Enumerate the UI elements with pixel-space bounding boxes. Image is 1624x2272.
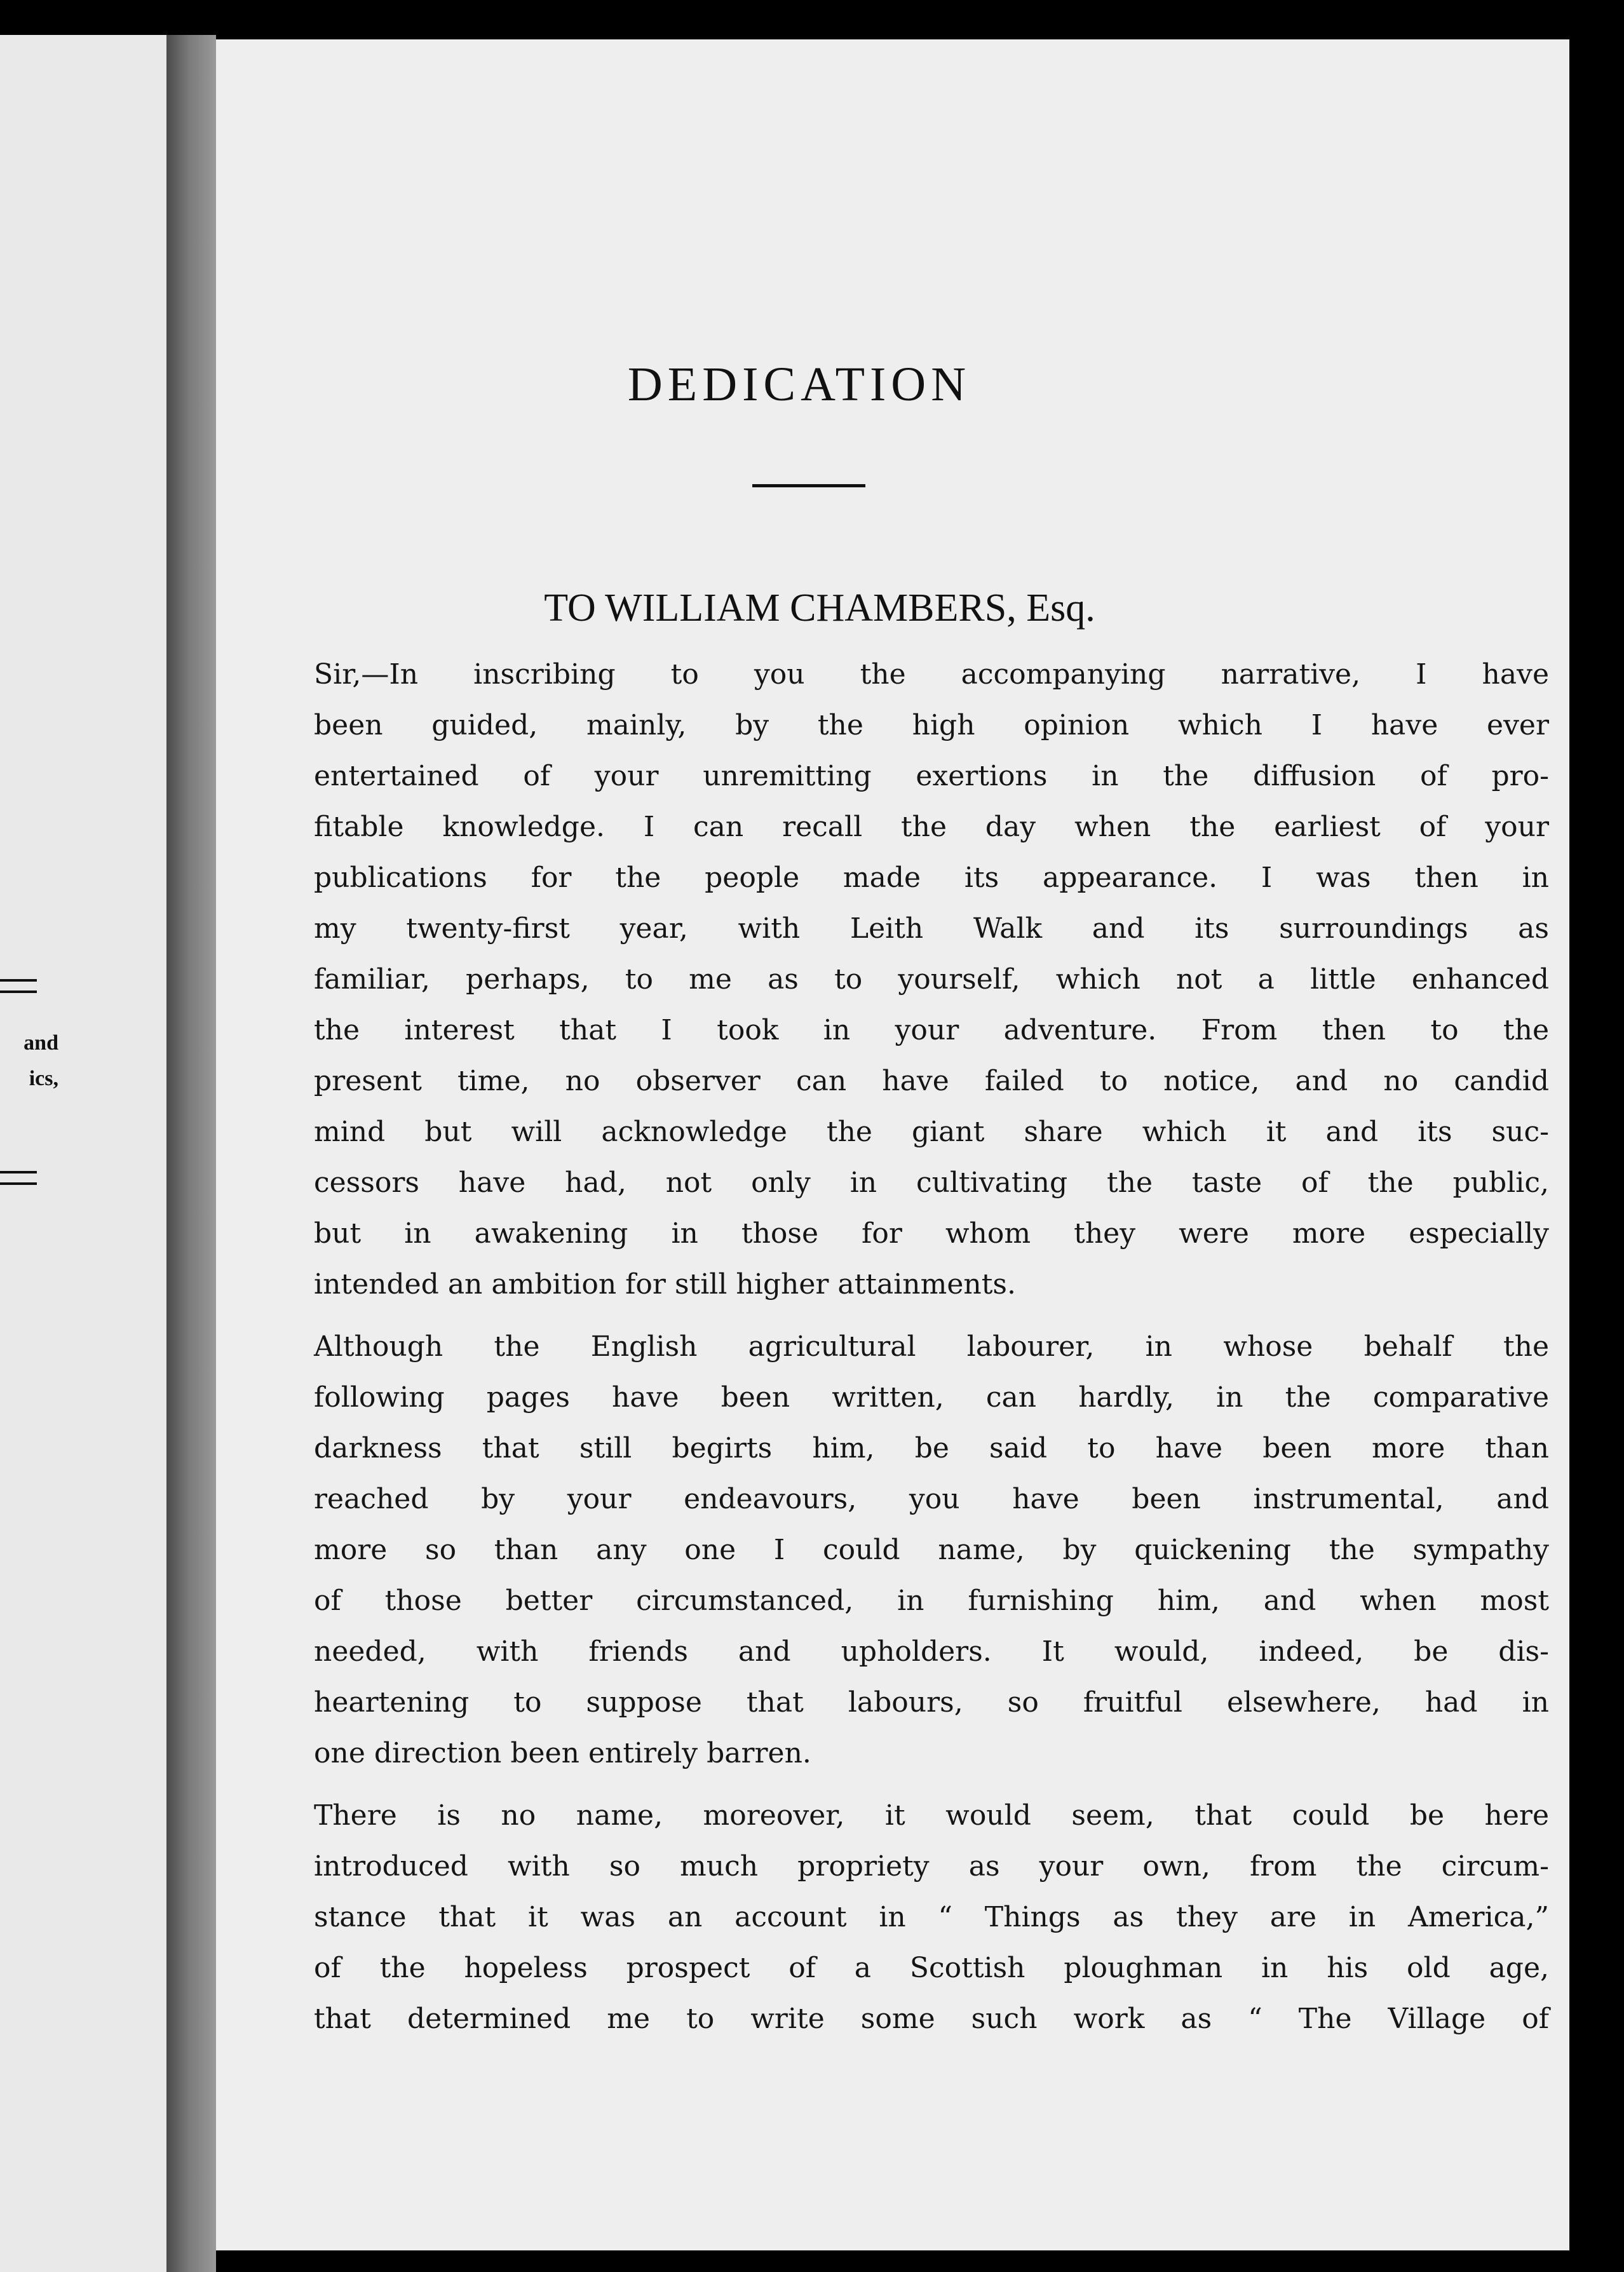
text-line: one direction been entirely barren. [314, 1737, 811, 1769]
book-gutter [166, 35, 216, 2272]
text-line: familiar, perhaps, to me as to yourself, which not a little enhanced [314, 963, 1549, 996]
text-line: been guided, mainly, by the high opinion which I have ever [314, 709, 1549, 741]
left-facing-page [0, 35, 166, 2272]
text-line: stance that it was an account in “ Things as they are in America,” [314, 1901, 1549, 1933]
text-line: of the hopeless prospect of a Scottish ploughman in his old age, [314, 1952, 1549, 1984]
dedication-addressee: TO WILLIAM CHAMBERS, Esq. [544, 586, 1095, 630]
text-line: fitable knowledge. I can recall the day when the earliest of your [314, 811, 1549, 843]
text-line: reached by your endeavours, you have been instrumental, and [314, 1483, 1549, 1515]
text-line: but in awakening in those for whom they were more especially [314, 1217, 1549, 1250]
text-line: There is no name, moreover, it would seem, that could be here [314, 1799, 1549, 1832]
text-line: introduced with so much propriety as your own, from the circum- [314, 1850, 1549, 1883]
page-edge-shadow [1569, 6, 1624, 2272]
text-line: my twenty-first year, with Leith Walk and its surroundings as [314, 912, 1549, 945]
text-line: entertained of your unremitting exertions in the diffusion of pro- [314, 760, 1549, 792]
text-line: intended an ambition for still higher attainments. [314, 1268, 1016, 1301]
text-line: that determined me to write some such work as “ The Village of [314, 2003, 1549, 2035]
text-line: Although the English agricultural labourer, in whose behalf the [314, 1330, 1549, 1363]
text-line: darkness that still begirts him, be said to have been more than [314, 1432, 1549, 1464]
left-page-fragment: ics, [29, 1067, 58, 1090]
text-line: the interest that I took in your adventure. From then to the [314, 1014, 1549, 1046]
text-line: present time, no observer can have failed to notice, and no candid [314, 1065, 1549, 1097]
left-page-fragment: and [24, 1031, 58, 1055]
page-title: DEDICATION [627, 358, 971, 411]
text-line: needed, with friends and upholders. It would, indeed, be dis- [314, 1635, 1549, 1668]
left-page-rule [0, 1171, 37, 1173]
text-line: publications for the people made its appearance. I was then in [314, 862, 1549, 894]
text-line: cessors have had, not only in cultivating the taste of the public, [314, 1166, 1549, 1199]
dedication-body [314, 649, 1549, 2045]
text-line: heartening to suppose that labours, so fruitful elsewhere, had in [314, 1686, 1549, 1719]
dedication-page [216, 39, 1569, 2250]
left-page-rule [0, 979, 37, 982]
text-line: following pages have been written, can hardly, in the comparative [314, 1381, 1549, 1414]
text-line: of those better circumstanced, in furnishing him, and when most [314, 1585, 1549, 1617]
text-line: mind but will acknowledge the giant share which it and its suc- [314, 1116, 1549, 1148]
text-line: Sir,—In inscribing to you the accompanying narrative, I have [314, 658, 1549, 691]
text-line: more so than any one I could name, by quickening the sympathy [314, 1534, 1549, 1566]
title-divider [752, 484, 865, 487]
